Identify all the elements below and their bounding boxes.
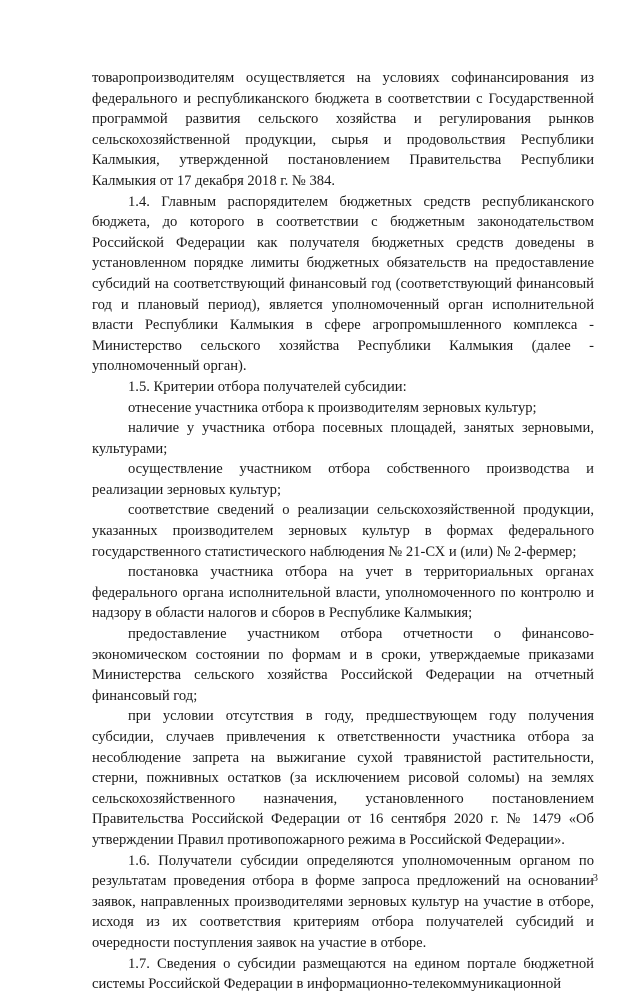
page-number: 3	[592, 872, 598, 884]
criterion-sown-area: наличие у участника отбора посевных площадей, занятых зерновыми, культурами;	[92, 420, 594, 457]
criterion-own-production: осуществление участником отбора собственного производства и реализации зерновых культур;	[92, 461, 594, 498]
criterion-tax-registration: постановка участника отбора на учет в территориальных органах федерального органа исполнительной власти, уполномоченного по контролю и надзору в области налогов и сборов в Республике Калмыкия;	[92, 564, 594, 622]
criterion-financial-reporting: предоставление участником отбора отчетности о финансово-экономическом состоянии по формам и в сроки, утверждаемые приказами Министерства сельского хозяйства Российской Федерации на отчетный финансовый год;	[92, 626, 594, 704]
paragraph-1-5: 1.5. Критерии отбора получателей субсидии:	[128, 378, 407, 395]
paragraph-1-7: 1.7. Сведения о субсидии размещаются на едином портале бюджетной системы Российской Федерации в информационно-телекоммуникационной	[92, 955, 594, 993]
paragraph-1-4: 1.4. Главным распорядителем бюджетных средств республиканского бюджета, до которого в соответствии с бюджетным законодательством Российской Федерации как получателя бюджетных средств доведены в установленном порядке лимиты бюджетных обязательств на предоставление субсидий на соответствующий финансовый год (соответствующий финансовый год и плановый период), является уполномоченный орган исполнительной власти Республики Калмыкия в сфере агропромышленного комплекса - Министерство сельского хозяйства Республики Калмыкия (далее - уполномоченный орган).	[92, 193, 594, 375]
criterion-no-burning-violations: при условии отсутствия в году, предшествующем году получения субсидии, случаев привлечения к ответственности участника отбора за несоблюдение запрета на выжигание сухой травянистой растительности, стерни, пожнивных остатков (за исключением рисовой соломы) на землях сельскохозяйственного назначения, установленного постановлением Правительства Российской Федерации от 16 сентября 2020 г. № 1479 «Об утверждении Правил противопожарного режима в Российской Федерации».	[92, 708, 594, 848]
criterion-statistics-compliance: соответствие сведений о реализации сельскохозяйственной продукции, указанных производителем зерновых культур в формах федерального государственного статистического наблюдения № 21-СХ и (или) № 2-фермер;	[92, 502, 594, 560]
paragraph-continuation: товаропроизводителям осуществляется на условиях софинансирования из федерального и республиканского бюджета в соответствии с Государственной программой развития сельского хозяйства и регулирования рынков сельскохозяйственной продукции, сырья и продовольствия Республики Калмыкия, утвержденной постановлением Правительства Республики Калмыкия от 17 декабря 2018 г. № 384.	[92, 70, 594, 189]
paragraph-1-6: 1.6. Получатели субсидии определяются уполномоченным органом по результатам проведения отбора в форме запроса предложений на основании заявок, направленных производителями зерновых культур на участие в отборе, исходя из их соответствия критериям отбора получателей субсидий и очередности поступления заявок на участие в отборе.	[92, 852, 594, 951]
criterion-grain-producer: отнесение участника отбора к производителям зерновых культур;	[128, 399, 537, 416]
document-page	[92, 68, 594, 995]
